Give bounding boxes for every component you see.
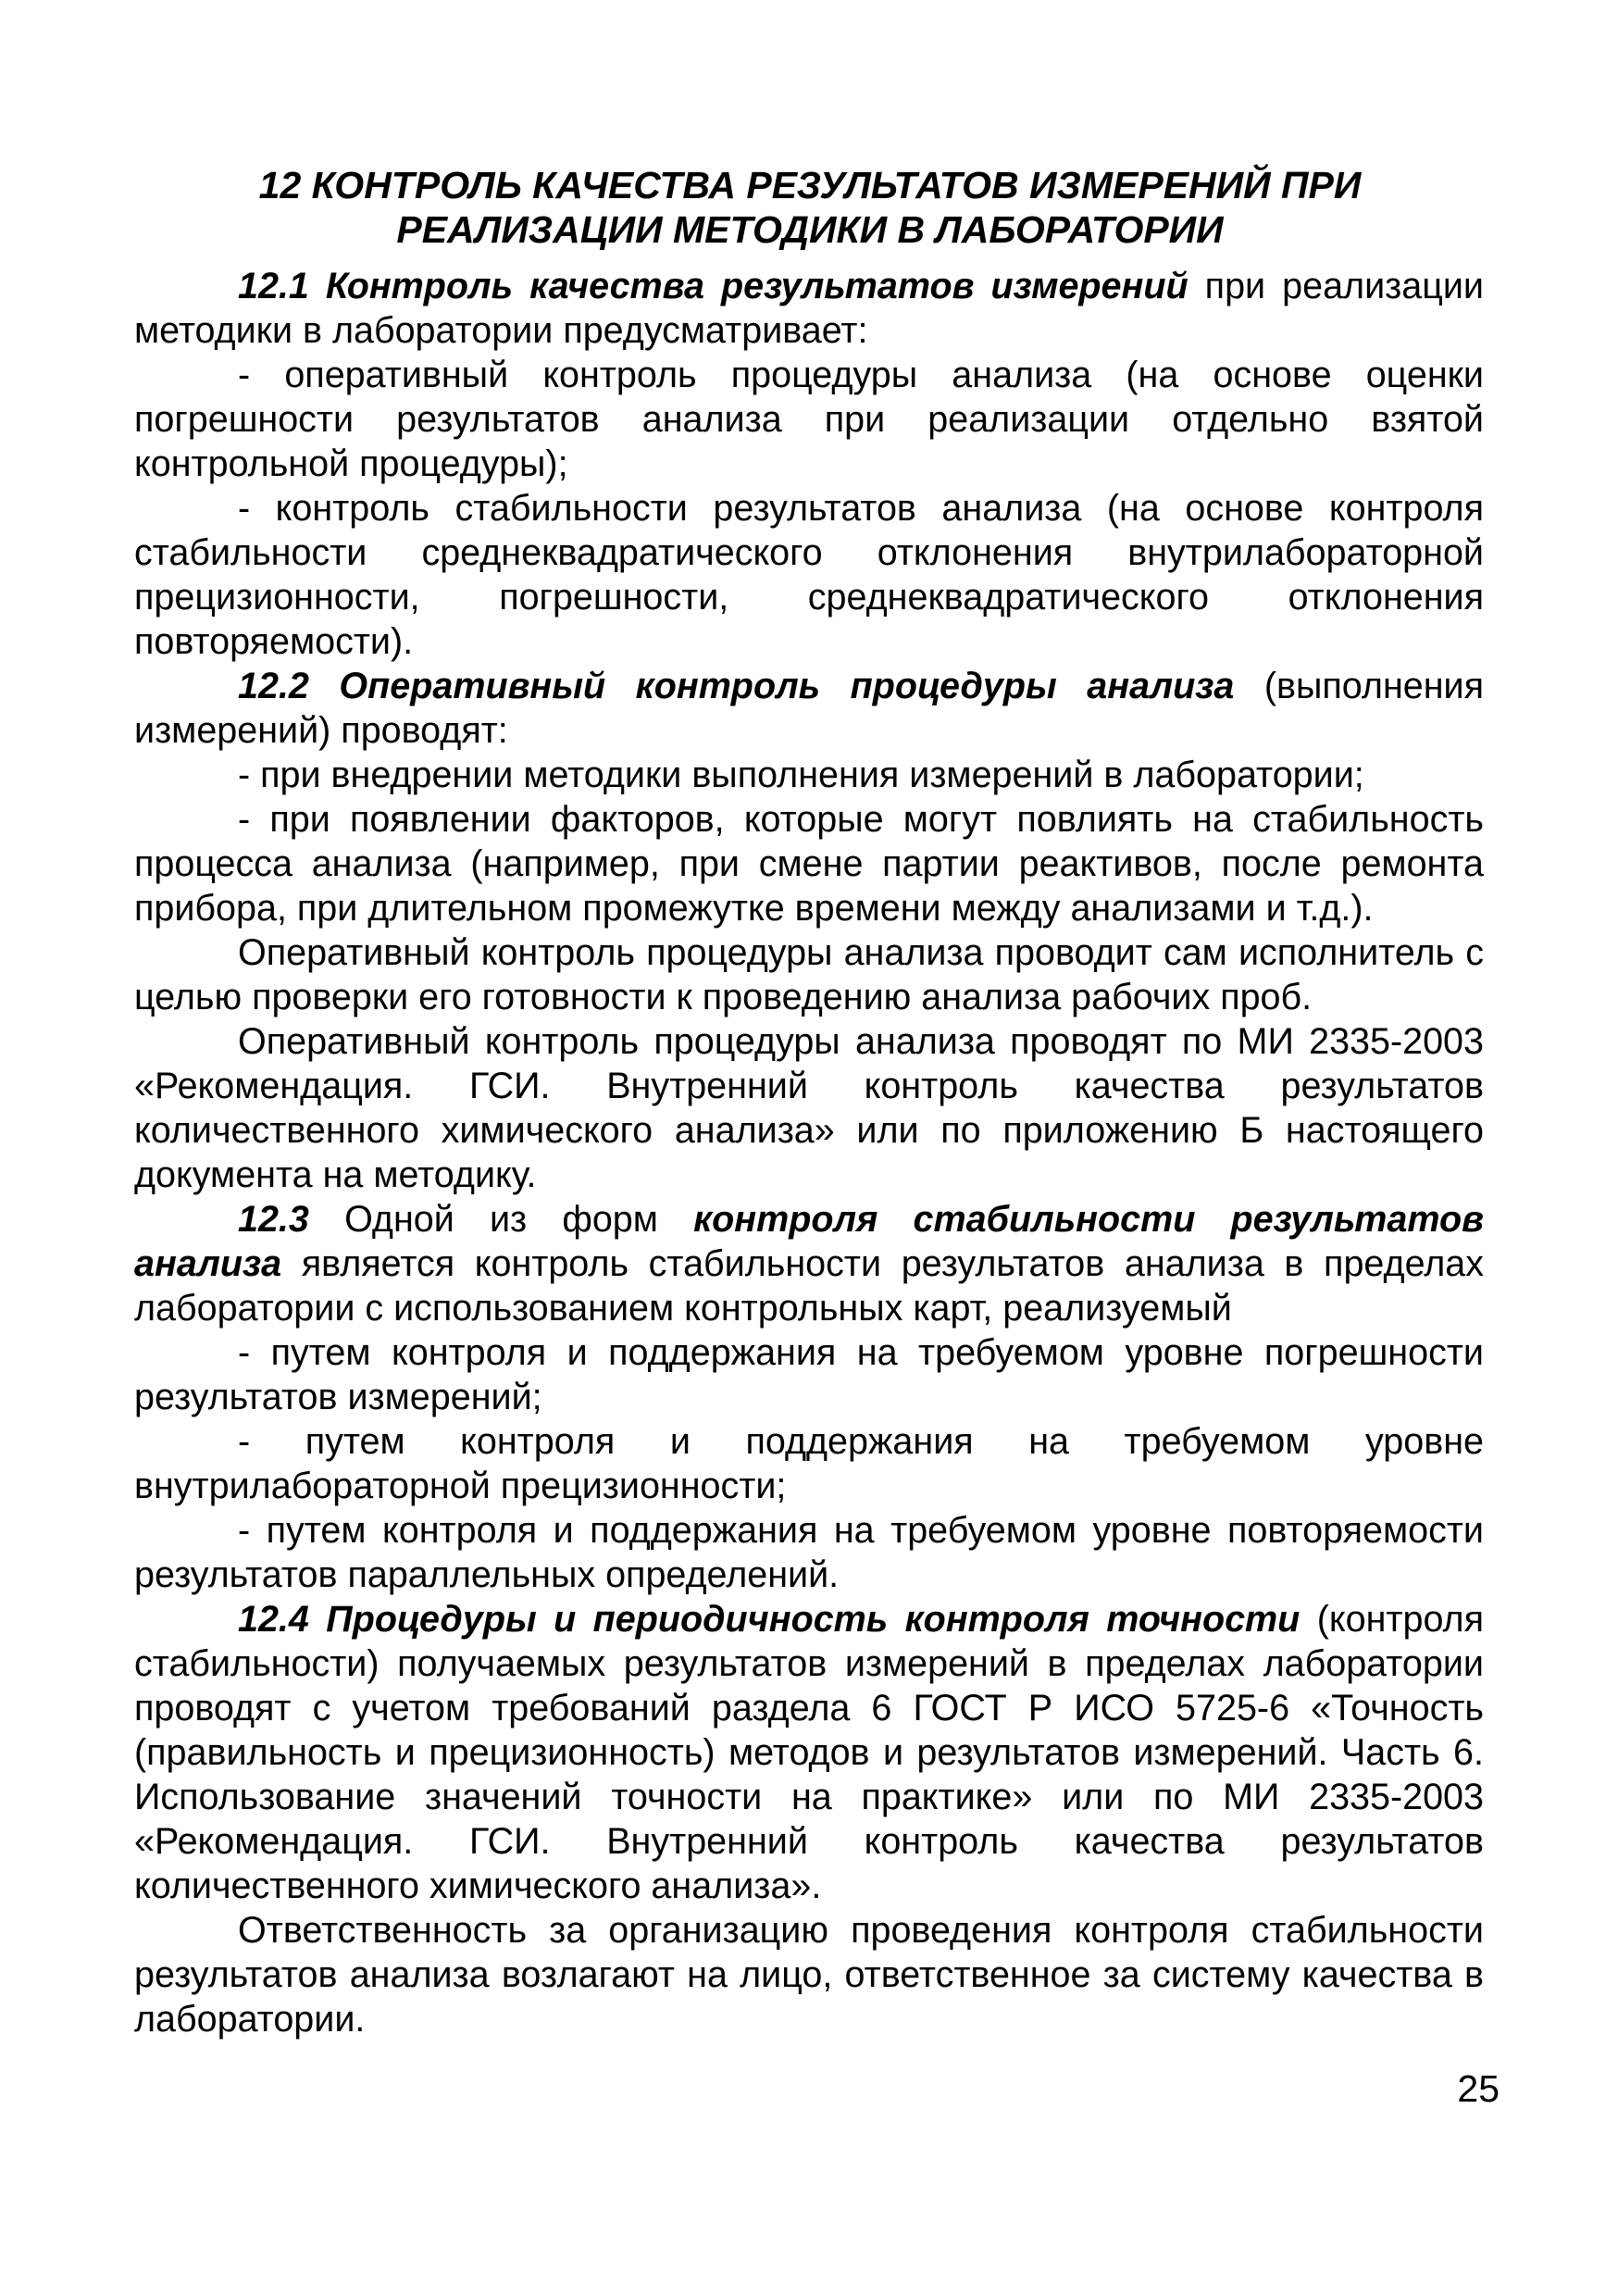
paragraph-12-3: [134, 1197, 1484, 1330]
paragraph-12-1-text: при реализации методики в лаборатории предусматривает:: [134, 266, 1484, 351]
body-text: [134, 264, 1484, 2041]
list-item: - контроль стабильности результатов анализа (на основе контроля стабильности среднеквадратического отклонения внутрилабораторной прецизионности, погрешности, среднеквадратического отклонения повторяемости).: [134, 488, 1484, 662]
paragraph-12-2-text: (выполнения измерений) проводят:: [134, 666, 1485, 751]
list-item: - путем контроля и поддержания на требуемом уровне повторяемости результатов параллельных определений.: [134, 1510, 1484, 1595]
page-number: 25: [1457, 2067, 1500, 2110]
paragraph-12-3-text-1: Одной из форм: [308, 1199, 694, 1240]
paragraph-text: Оперативный контроль процедуры анализа проводит сам исполнитель с целью проверки его готовности к проведению анализа рабочих проб.: [134, 932, 1484, 1017]
list-item: - путем контроля и поддержания на требуемом уровне внутрилабораторной прецизионности;: [134, 1421, 1484, 1506]
paragraph-12-1-title: 12.1 Контроль качества результатов измерений: [238, 266, 1189, 306]
heading-line-2: РЕАЛИЗАЦИИ МЕТОДИКИ В ЛАБОРАТОРИИ: [396, 208, 1224, 251]
paragraph-12-1: [134, 264, 1484, 353]
paragraph-12-2: [134, 664, 1484, 753]
paragraph-text: Ответственность за организацию проведения контроля стабильности результатов анализа возлагают на лицо, ответственное за систему качества в лаборатории.: [134, 1910, 1484, 2040]
section-heading: [134, 163, 1486, 252]
paragraph-12-3-number: 12.3: [238, 1199, 309, 1240]
paragraph-12-4: [134, 1597, 1484, 1908]
paragraph-12-3-text-2: является контроль стабильности результатов анализа в пределах лаборатории с использованием контрольных карт, реализуемый: [134, 1243, 1484, 1329]
heading-line-1: 12 КОНТРОЛЬ КАЧЕСТВА РЕЗУЛЬТАТОВ ИЗМЕРЕНИЙ ПРИ: [258, 164, 1362, 206]
paragraph-12-3-title: контроля стабильности результатов анализа: [134, 1199, 1484, 1284]
list-item: - оперативный контроль процедуры анализа (на основе оценки погрешности результатов анализа при реализации отдельно взятой контрольной процедуры);: [134, 355, 1484, 484]
paragraph-12-4-title: 12.4 Процедуры и периодичность контроля точности: [238, 1599, 1301, 1640]
paragraph-12-2-title: 12.2 Оперативный контроль процедуры анализа: [238, 666, 1235, 706]
list-item: - путем контроля и поддержания на требуемом уровне погрешности результатов измерений;: [134, 1332, 1484, 1417]
paragraph-12-4-text: (контроля стабильности) получаемых результатов измерений в пределах лаборатории проводят с учетом требований раздела 6 ГОСТ Р ИСО 5725-6 «Точность (правильность и прецизионность) методов и результатов измерений. Часть 6. Использование значений точности на практике» или по МИ 2335-2003 «Рекомендация. ГСИ. Внутренний контроль качества результатов количественного химического анализа».: [134, 1599, 1484, 1906]
list-item: - при появлении факторов, которые могут повлиять на стабильность процесса анализа (например, при смене партии реактивов, после ремонта прибора, при длительном промежутке времени между анализами и т.д.).: [134, 799, 1484, 929]
list-item: - при внедрении методики выполнения измерений в лаборатории;: [238, 755, 1364, 795]
paragraph-text: Оперативный контроль процедуры анализа проводят по МИ 2335-2003 «Рекомендация. ГСИ. Внутренний контроль качества результатов количественного химического анализа» или по приложению Б настоящего документа на методику.: [134, 1021, 1484, 1195]
